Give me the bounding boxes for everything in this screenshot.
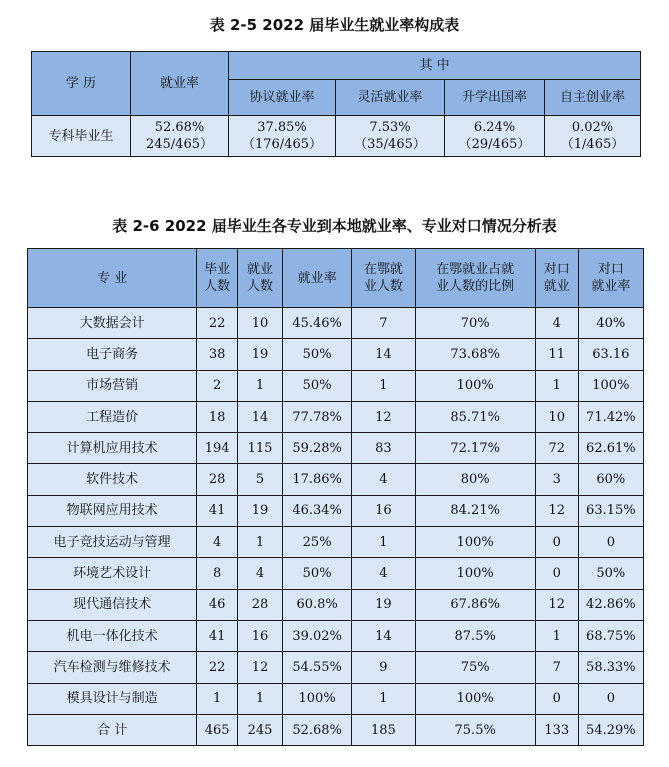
header-education: 学 历 — [32, 52, 131, 116]
cell-hubei-employed: 16 — [352, 495, 415, 526]
cell-major: 软件技术 — [28, 464, 197, 495]
cell-matched-rate: 68.75% — [578, 620, 643, 651]
major-rows — [28, 308, 644, 746]
cell-hubei-ratio: 67.86% — [415, 589, 535, 620]
cell-major: 现代通信技术 — [28, 589, 197, 620]
table-row — [28, 339, 644, 370]
cell-matched-employed: 3 — [535, 464, 578, 495]
cell-employed: 12 — [238, 652, 283, 683]
header-hubei-ratio: 在鄂就业占就 业人数的比例 — [415, 249, 535, 308]
cell-matched-rate: 50% — [578, 558, 643, 589]
cell-matched-rate: 62.61% — [578, 433, 643, 464]
header-hubei-employed: 在鄂就 业人数 — [352, 249, 415, 308]
cell-employment-rate: 59.28% — [282, 433, 351, 464]
cell-graduates: 1 — [197, 683, 238, 714]
employment-composition-table — [31, 51, 641, 157]
cell-employment-rate: 46.34% — [282, 495, 351, 526]
cell-employment-rate: 45.46% — [282, 308, 351, 339]
cell-employment-rate: 17.86% — [282, 464, 351, 495]
table-row — [28, 558, 644, 589]
cell-matched-employed: 0 — [535, 527, 578, 558]
cell-graduates: 8 — [197, 558, 238, 589]
cell-matched-employed: 11 — [535, 339, 578, 370]
cell-matched-employed: 0 — [535, 683, 578, 714]
cell-employment-rate: 100% — [282, 683, 351, 714]
cell-graduates: 41 — [197, 620, 238, 651]
cell-hubei-employed: 9 — [352, 652, 415, 683]
cell-matched-rate: 54.29% — [578, 714, 643, 745]
cell-employed: 19 — [238, 495, 283, 526]
row-label: 专科毕业生 — [32, 116, 131, 157]
cell-employed: 115 — [238, 433, 283, 464]
cell-major: 电子商务 — [28, 339, 197, 370]
cell-hubei-employed: 1 — [352, 370, 415, 401]
cell-employment-rate: 77.78% — [282, 401, 351, 432]
table-row — [28, 433, 644, 464]
cell-matched-rate: 60% — [578, 464, 643, 495]
cell-hubei-ratio: 100% — [415, 558, 535, 589]
cell-employed: 245 — [238, 714, 283, 745]
cell-hubei-employed: 185 — [352, 714, 415, 745]
cell-graduates: 46 — [197, 589, 238, 620]
cell-matched-employed: 133 — [535, 714, 578, 745]
cell-employed: 19 — [238, 339, 283, 370]
table-row — [28, 308, 644, 339]
cell-hubei-ratio: 75% — [415, 652, 535, 683]
cell-hubei-ratio: 72.17% — [415, 433, 535, 464]
cell-graduates: 22 — [197, 308, 238, 339]
cell-matched-employed: 12 — [535, 495, 578, 526]
cell-graduates: 465 — [197, 714, 238, 745]
header-entrepreneurship-rate: 自主创业率 — [545, 80, 641, 116]
table1-title: 表 2-5 2022 届毕业生就业率构成表 — [209, 16, 460, 34]
table-cell: 37.85% （176/465） — [229, 116, 336, 157]
cell-employment-rate: 50% — [282, 558, 351, 589]
cell-hubei-employed: 83 — [352, 433, 415, 464]
header-employment-rate: 就业率 — [282, 249, 351, 308]
cell-employment-rate: 52.68% — [282, 714, 351, 745]
table-row — [28, 401, 644, 432]
cell-hubei-employed: 1 — [352, 527, 415, 558]
header-of-which: 其 中 — [229, 52, 641, 80]
table-row — [28, 589, 644, 620]
cell-matched-employed: 12 — [535, 589, 578, 620]
cell-employed: 16 — [238, 620, 283, 651]
header-matched-employed: 对口 就业 — [535, 249, 578, 308]
cell-matched-employed: 0 — [535, 558, 578, 589]
cell-hubei-employed: 1 — [352, 683, 415, 714]
table-row — [32, 116, 641, 157]
cell-hubei-ratio: 87.5% — [415, 620, 535, 651]
header-graduates: 毕业 人数 — [197, 249, 238, 308]
header-employment-rate: 就业率 — [131, 52, 229, 116]
cell-hubei-employed: 7 — [352, 308, 415, 339]
cell-hubei-ratio: 100% — [415, 683, 535, 714]
cell-graduates: 38 — [197, 339, 238, 370]
cell-hubei-ratio: 80% — [415, 464, 535, 495]
cell-hubei-ratio: 100% — [415, 370, 535, 401]
cell-employed: 4 — [238, 558, 283, 589]
total-row — [28, 714, 644, 745]
cell-major: 工程造价 — [28, 401, 197, 432]
cell-employed: 5 — [238, 464, 283, 495]
major-employment-table — [27, 248, 644, 746]
table-row — [28, 652, 644, 683]
cell-graduates: 28 — [197, 464, 238, 495]
cell-employed: 10 — [238, 308, 283, 339]
cell-matched-employed: 7 — [535, 652, 578, 683]
cell-major: 计算机应用技术 — [28, 433, 197, 464]
table-row — [28, 370, 644, 401]
cell-hubei-ratio: 70% — [415, 308, 535, 339]
header-matched-rate: 对口 就业率 — [578, 249, 643, 308]
cell-employed: 28 — [238, 589, 283, 620]
cell-major: 物联网应用技术 — [28, 495, 197, 526]
cell-matched-rate: 40% — [578, 308, 643, 339]
cell-employed: 1 — [238, 527, 283, 558]
table-cell: 0.02% （1/465） — [545, 116, 641, 157]
table-cell: 52.68% 245/465） — [131, 116, 229, 157]
cell-matched-rate: 63.15% — [578, 495, 643, 526]
table-row — [28, 527, 644, 558]
cell-employment-rate: 50% — [282, 370, 351, 401]
cell-hubei-ratio: 75.5% — [415, 714, 535, 745]
cell-major: 电子竞技运动与管理 — [28, 527, 197, 558]
cell-matched-rate: 0 — [578, 683, 643, 714]
cell-hubei-ratio: 84.21% — [415, 495, 535, 526]
cell-hubei-employed: 4 — [352, 464, 415, 495]
cell-matched-employed: 4 — [535, 308, 578, 339]
cell-employment-rate: 50% — [282, 339, 351, 370]
cell-graduates: 2 — [197, 370, 238, 401]
cell-matched-employed: 10 — [535, 401, 578, 432]
cell-matched-rate: 58.33% — [578, 652, 643, 683]
cell-graduates: 18 — [197, 401, 238, 432]
cell-employment-rate: 54.55% — [282, 652, 351, 683]
cell-matched-employed: 1 — [535, 620, 578, 651]
cell-hubei-employed: 14 — [352, 620, 415, 651]
cell-matched-rate: 63.16 — [578, 339, 643, 370]
cell-major: 汽车检测与维修技术 — [28, 652, 197, 683]
table-row — [28, 620, 644, 651]
cell-employed: 14 — [238, 401, 283, 432]
cell-matched-employed: 1 — [535, 370, 578, 401]
cell-graduates: 4 — [197, 527, 238, 558]
table-cell: 7.53% （35/465） — [336, 116, 445, 157]
cell-matched-employed: 72 — [535, 433, 578, 464]
header-further-study-rate: 升学出国率 — [445, 80, 545, 116]
cell-employed: 1 — [238, 370, 283, 401]
cell-hubei-employed: 19 — [352, 589, 415, 620]
cell-employment-rate: 25% — [282, 527, 351, 558]
table2-title: 表 2-6 2022 届毕业生各专业到本地就业率、专业对口情况分析表 — [112, 217, 557, 235]
cell-matched-rate: 42.86% — [578, 589, 643, 620]
cell-graduates: 194 — [197, 433, 238, 464]
table-row — [28, 683, 644, 714]
cell-graduates: 41 — [197, 495, 238, 526]
table-cell: 6.24% （29/465） — [445, 116, 545, 157]
table-row — [28, 495, 644, 526]
cell-employment-rate: 39.02% — [282, 620, 351, 651]
cell-major: 环境艺术设计 — [28, 558, 197, 589]
table-row — [28, 464, 644, 495]
header-flexible-rate: 灵活就业率 — [336, 80, 445, 116]
cell-employed: 1 — [238, 683, 283, 714]
cell-matched-rate: 0 — [578, 527, 643, 558]
header-contract-rate: 协议就业率 — [229, 80, 336, 116]
cell-major: 合 计 — [28, 714, 197, 745]
cell-hubei-ratio: 100% — [415, 527, 535, 558]
cell-major: 市场营销 — [28, 370, 197, 401]
cell-hubei-employed: 4 — [352, 558, 415, 589]
cell-hubei-ratio: 85.71% — [415, 401, 535, 432]
cell-hubei-ratio: 73.68% — [415, 339, 535, 370]
header-major: 专 业 — [28, 249, 197, 308]
cell-major: 大数据会计 — [28, 308, 197, 339]
cell-matched-rate: 100% — [578, 370, 643, 401]
cell-hubei-employed: 14 — [352, 339, 415, 370]
cell-major: 模具设计与制造 — [28, 683, 197, 714]
cell-matched-rate: 71.42% — [578, 401, 643, 432]
header-employed: 就业 人数 — [238, 249, 283, 308]
cell-major: 机电一体化技术 — [28, 620, 197, 651]
cell-employment-rate: 60.8% — [282, 589, 351, 620]
cell-hubei-employed: 12 — [352, 401, 415, 432]
cell-graduates: 22 — [197, 652, 238, 683]
